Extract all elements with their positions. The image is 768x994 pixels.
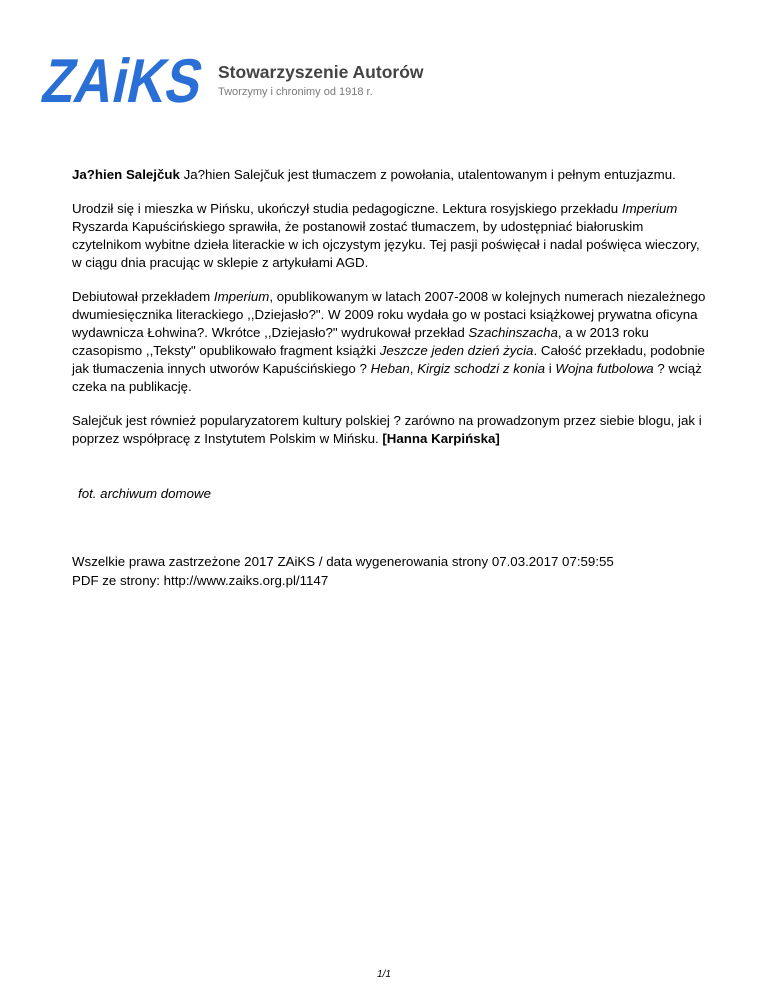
book-title: Heban <box>370 361 410 376</box>
author-credit: [Hanna Karpińska] <box>382 431 500 446</box>
pdf-source-line <box>72 571 614 590</box>
article <box>72 166 707 464</box>
generated-timestamp: 07.03.2017 07:59:55 <box>491 554 614 569</box>
org-tagline: Tworzymy i chronimy od 1918 r. <box>218 86 373 98</box>
copyright-text: Wszelkie prawa zastrzeżone 2017 ZAiKS / data wygenerowania strony <box>72 554 489 569</box>
paragraph-translations: Debiutował przekładem Imperium, opublikowanym w latach 2007-2008 w kolejnych numerach niezależnego dwumiesięcznika literackiego ,,Dziejasło?". W 2009 roku wydała go w postaci książkowej prywatna oficyna wydawnicza Łohwina?. Wkrótce ,,Dziejasło?" wydrukował przekład Szachinszacha, a w 2013 roku czasopismo ,,Teksty" opublikowało fragment książki Jeszcze jeden dzień życia. Całość przekładu, podobnie jak tłumaczenia innych utworów Kapuścińskiego ? Heban, Kirgiz schodzi z konia i Wojna futbolowa ? wciąż czeka na publikację. <box>72 289 706 394</box>
paragraph-bio: Urodził się i mieszka w Pińsku, ukończył studia pedagogiczne. Lektura rosyjskiego przekładu Imperium Ryszarda Kapuścińskiego sprawiła, że postanowił zostać tłumaczem, by udostępniać białoruskim czytelnikom wybitne dzieła literackie w ich ojczystym języku. Tej pasji poświęcał i nadal poświęca wieczory, w ciągu dnia pracując w sklepie z artykułami AGD. <box>72 201 700 270</box>
pdf-label: PDF ze strony: <box>72 573 160 588</box>
book-title: Imperium <box>213 289 270 304</box>
zaiks-logo[interactable] <box>36 46 238 116</box>
person-name: Ja?hien Salejčuk <box>72 167 180 182</box>
org-name: Stowarzyszenie Autorów <box>218 62 424 82</box>
photo-caption: fot. archiwum domowe <box>78 486 212 501</box>
copyright-line <box>72 552 614 571</box>
logo-text: ZAiKS <box>36 46 238 116</box>
book-title: Wojna futbolowa <box>555 361 654 376</box>
book-title: Imperium <box>621 201 678 216</box>
paragraph-popularizer: Salejčuk jest również popularyzatorem kultury polskiej ? zarówno na prowadzonym przez siebie blogu, jak i poprzez współpracę z Instytutem Polskim w Mińsku. [Hanna Karpińska] <box>72 413 702 446</box>
footer <box>72 552 614 590</box>
paragraph-intro: Ja?hien Salejčuk Ja?hien Salejčuk jest tłumaczem z powołania, utalentowanym i pełnym entuzjazmu. <box>72 167 676 182</box>
page-number: 1/1 <box>377 969 391 980</box>
book-title: Szachinszacha <box>468 325 558 340</box>
pdf-url-link[interactable]: http://www.zaiks.org.pl/1147 <box>163 573 329 588</box>
book-title: Jeszcze jeden dzień życia <box>379 343 534 358</box>
book-title: Kirgiz schodzi z konia <box>417 361 546 376</box>
header <box>36 46 460 116</box>
